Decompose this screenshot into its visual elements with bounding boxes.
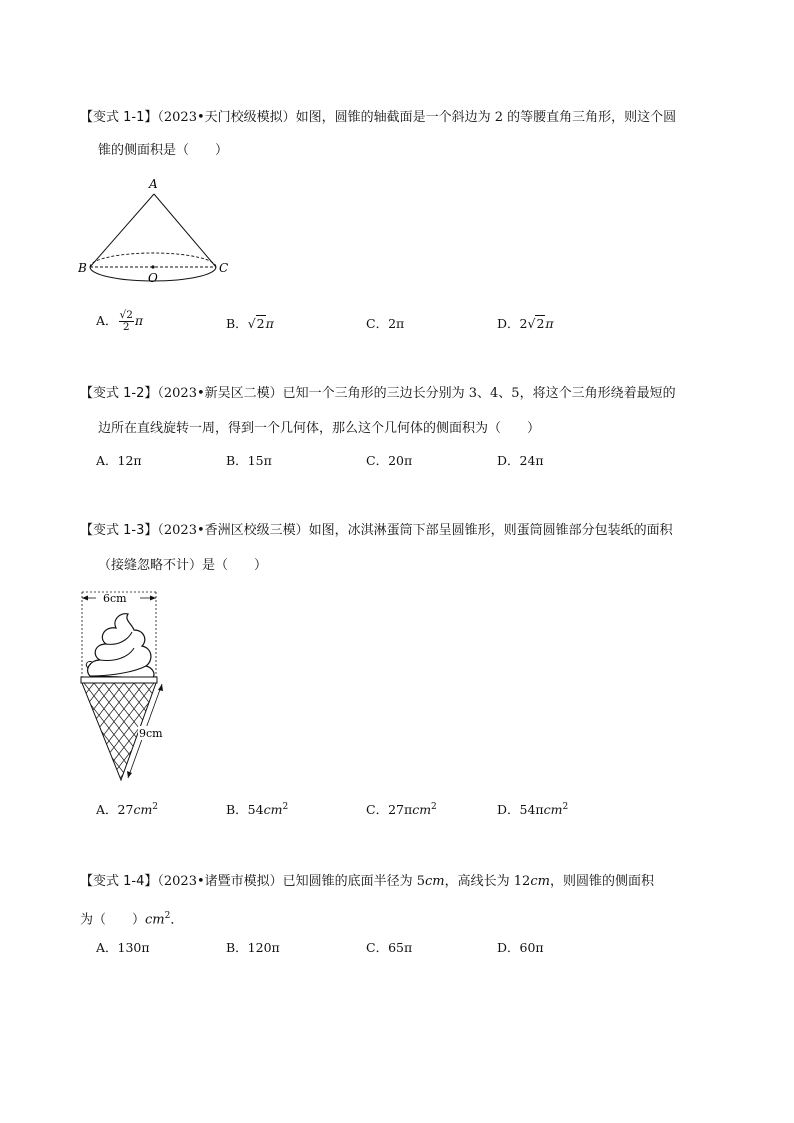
q4-tag: 【变式 1-4】 — [80, 874, 158, 889]
q1-option-b[interactable]: B．√2π — [226, 316, 274, 331]
q3-option-b[interactable]: B．$54cm^2$ — [226, 801, 289, 817]
q1-base-back — [90, 253, 216, 267]
q1-stem-line1 — [80, 109, 676, 127]
q3-stem-line1 — [80, 522, 673, 540]
q1-cone-left-edge — [90, 194, 154, 267]
q3-ice-cream-figure — [74, 586, 184, 786]
q1-tag: 【变式 1-1】 — [80, 110, 158, 125]
q1-options — [96, 306, 696, 336]
q4-option-d[interactable]: D．60π — [497, 940, 544, 955]
q4-option-b[interactable]: B．120π — [226, 940, 280, 955]
q4-options — [96, 938, 696, 960]
q3-label-width: 6cm — [103, 592, 127, 605]
q2-stem-line2: 边所在直线旋转一周，得到一个几何体，那么这个几何体的侧面积为（ ） — [98, 421, 541, 436]
q3-option-d[interactable]: D．54πcm$^2$ — [497, 801, 569, 817]
q2-options — [96, 451, 696, 473]
q1-label-center: O — [148, 271, 158, 285]
q1-label-left: B — [78, 261, 87, 275]
q2-tag: 【变式 1-2】 — [80, 386, 158, 401]
q3-label-slant: 9cm — [139, 727, 163, 740]
q1-label-right: C — [219, 261, 229, 275]
q1-center-point — [151, 265, 154, 268]
q4-option-a[interactable]: A．130π — [96, 940, 150, 955]
q3-cone-rim — [81, 677, 157, 683]
q1-option-c[interactable]: C．2π — [366, 316, 405, 331]
q1-label-apex: A — [149, 177, 158, 191]
q3-tag: 【变式 1-3】 — [80, 523, 158, 538]
q2-option-d[interactable]: D．24π — [497, 453, 544, 468]
q3-option-a[interactable]: A．$27cm^2$ — [96, 801, 159, 817]
q1-cone-right-edge — [154, 194, 216, 267]
q1-option-a-fraction: $\frac{√2}{2}$ — [119, 309, 133, 333]
q2-stem-line1 — [80, 385, 676, 403]
q1-option-a[interactable]: A． $\frac{√2}{2}$ π — [96, 309, 144, 333]
q1-text-1: （2023•天门校级模拟）如图，圆锥的轴截面是一个斜边为 2 的等腰直角三角形，则这个圆 — [157, 110, 677, 125]
q2-option-a[interactable]: A．12π — [96, 453, 142, 468]
q2-option-b[interactable]: B．15π — [226, 453, 272, 468]
q3-stem-line2: （接缝忽略不计）是（ ） — [98, 558, 268, 573]
q4-stem-line1: 【变式 1-4】（2023•诸暨市模拟）已知圆锥的底面半径为 5cm，高线长为 12cm，则圆锥的侧面积 — [80, 874, 654, 889]
q1-cone-figure — [78, 172, 238, 290]
q3-option-c[interactable]: C．27πcm$^2$ — [366, 801, 437, 817]
q3-swirl — [88, 614, 154, 678]
q1-stem-line2: 锥的侧面积是（ ） — [98, 143, 229, 158]
q4-stem-line2: 为（ ）$cm^2$． — [80, 911, 184, 928]
q4-option-c[interactable]: C．65π — [366, 940, 413, 955]
q1-option-d[interactable]: D．2√2π — [497, 316, 554, 331]
q2-text-1: （2023•新吴区二模）已知一个三角形的三边长分别为 3、4、5，将这个三角形绕着最短的 — [157, 386, 676, 401]
q3-text-1: （2023•香洲区校级三模）如图，冰淇淋蛋筒下部呈圆锥形，则蛋筒圆锥部分包装纸的面积 — [157, 523, 673, 538]
q3-options — [96, 800, 696, 822]
q2-option-c[interactable]: C．20π — [366, 453, 413, 468]
